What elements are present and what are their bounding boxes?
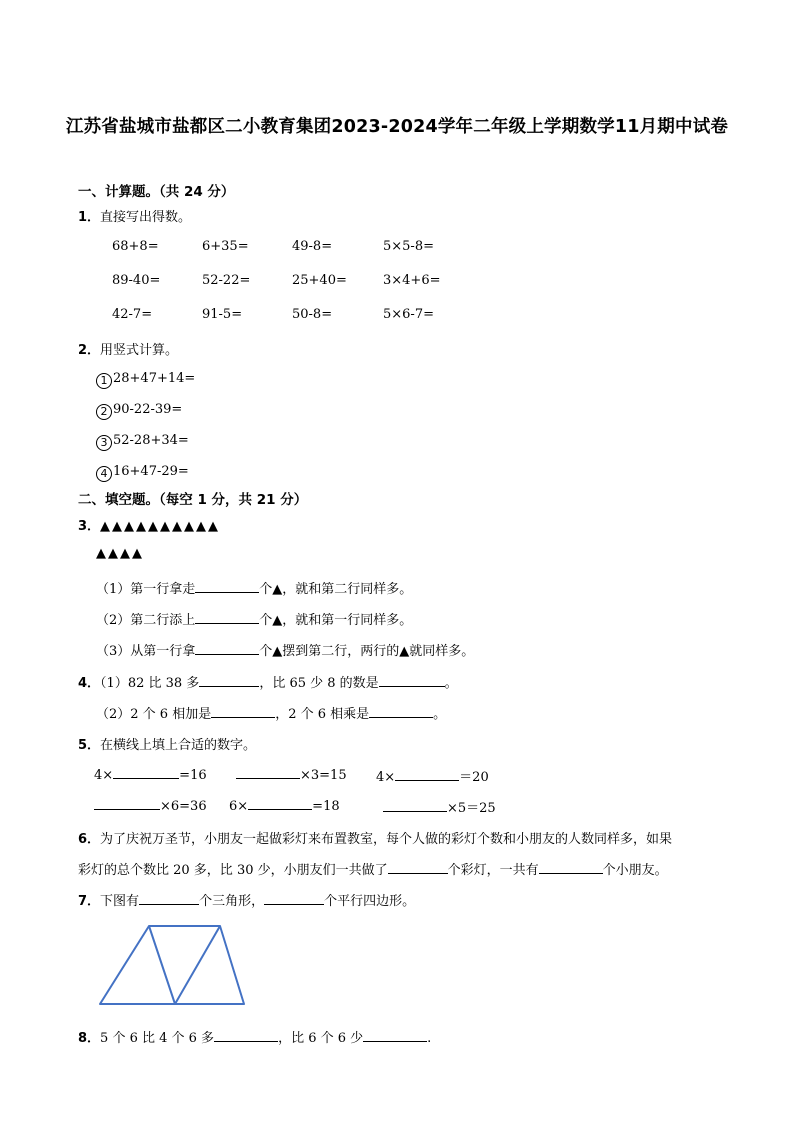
math-item: 50-8= [292, 307, 333, 322]
question-number: 2． [78, 343, 101, 358]
question-3 [78, 515, 220, 534]
section-heading-calculation: 一、计算题。（共 24 分） [78, 184, 235, 200]
answer-blank[interactable] [264, 892, 324, 905]
inner-line-right [175, 926, 220, 1004]
question-3-part-1: （1）第一行拿走 个▲，就和第二行同样多。 [96, 582, 413, 597]
question-number: 1． [78, 210, 101, 225]
answer-blank[interactable] [395, 768, 459, 781]
answer-blank[interactable] [383, 799, 447, 812]
fill-item: 4× =16 [94, 768, 207, 783]
answer-blank[interactable] [379, 674, 445, 687]
circled-number: 2 [96, 404, 112, 420]
answer-blank[interactable] [139, 892, 199, 905]
fill-item: ×5＝25 [383, 797, 496, 816]
answer-blank[interactable] [388, 861, 448, 874]
math-item: 3×4+6= [383, 273, 441, 288]
question-text: 直接写出得数。 [100, 210, 192, 225]
question-3-part-3: （3）从第一行拿 个▲摆到第二行，两行的▲就同样多。 [96, 644, 475, 659]
question-8: 8．5 个 6 比 4 个 6 多 ，比 6 个 6 少 . [78, 1031, 432, 1046]
vertical-calc-item: 1 28+47+14= [96, 371, 195, 389]
question-3-part-2: （2）第二行添上 个▲，就和第一行同样多。 [96, 613, 413, 628]
page-title: 江苏省盐城市盐都区二小教育集团2023-2024学年二年级上学期数学11月期中试卷 [65, 117, 729, 137]
trapezoid-figure [96, 920, 248, 1010]
inner-line-left [149, 926, 175, 1004]
math-item: 25+40= [292, 273, 347, 288]
fill-item: 4× ＝20 [376, 770, 489, 785]
question-number: 6． [78, 832, 101, 847]
question-text: 在横线上填上合适的数字。 [100, 738, 257, 753]
math-item: 5×6-7= [383, 307, 434, 322]
question-text: 用竖式计算。 [100, 343, 179, 358]
question-number: 4． [78, 676, 101, 691]
question-5 [78, 734, 256, 753]
question-number: 3． [78, 519, 101, 534]
vertical-calc-item: 2 90-22-39= [96, 402, 182, 420]
triangle-row-1: ▲▲▲▲▲▲▲▲▲▲ [100, 519, 221, 534]
answer-blank[interactable] [539, 861, 603, 874]
math-item: 5×5-8= [383, 239, 434, 254]
question-number: 5． [78, 738, 101, 753]
question-number: 7． [78, 894, 101, 909]
answer-blank[interactable] [195, 642, 259, 655]
math-item: 49-8= [292, 239, 333, 254]
answer-blank[interactable] [214, 1029, 278, 1042]
question-number: 8． [78, 1031, 101, 1046]
question-6-line-2: 彩灯的总个数比 20 多，比 30 少，小朋友们一共做了 个彩灯，一共有 个小朋友。 [78, 863, 668, 878]
circled-number: 1 [96, 373, 112, 389]
answer-blank[interactable] [195, 580, 259, 593]
math-item: 91-5= [202, 307, 243, 322]
math-item: 6+35= [202, 239, 249, 254]
circled-number: 4 [96, 466, 112, 482]
vertical-calc-item: 4 16+47-29= [96, 464, 189, 482]
answer-blank[interactable] [369, 705, 433, 718]
fill-item: ×6=36 [94, 797, 207, 814]
answer-blank[interactable] [199, 674, 259, 687]
answer-blank[interactable] [195, 611, 259, 624]
fill-item: 6× =18 [229, 799, 340, 814]
question-1 [78, 206, 191, 225]
answer-blank[interactable] [248, 797, 312, 810]
math-item: 89-40= [112, 273, 161, 288]
vertical-calc-item: 3 52-28+34= [96, 433, 189, 451]
answer-blank[interactable] [94, 797, 160, 810]
question-2 [78, 339, 178, 358]
question-7: 7．下图有 个三角形， 个平行四边形。 [78, 894, 416, 909]
triangle-row-2: ▲▲▲▲ [96, 546, 144, 561]
question-4-line-1: 4．（1）82 比 38 多 ，比 65 少 8 的数是 。 [78, 676, 458, 691]
section-heading-fill-in: 二、填空题。（每空 1 分，共 21 分） [78, 492, 308, 508]
circled-number: 3 [96, 435, 112, 451]
fill-item: ×3=15 [236, 766, 347, 783]
answer-blank[interactable] [211, 705, 275, 718]
answer-blank[interactable] [363, 1029, 427, 1042]
math-item: 42-7= [112, 307, 153, 322]
answer-blank[interactable] [113, 766, 179, 779]
math-item: 68+8= [112, 239, 159, 254]
question-6-line-1: 6．为了庆祝万圣节，小朋友一起做彩灯来布置教室，每个人做的彩灯个数和小朋友的人数同样多，如果 [78, 832, 673, 847]
question-4-line-2: （2）2 个 6 相加是 ，2 个 6 相乘是 。 [96, 707, 447, 722]
answer-blank[interactable] [236, 766, 300, 779]
math-item: 52-22= [202, 273, 251, 288]
